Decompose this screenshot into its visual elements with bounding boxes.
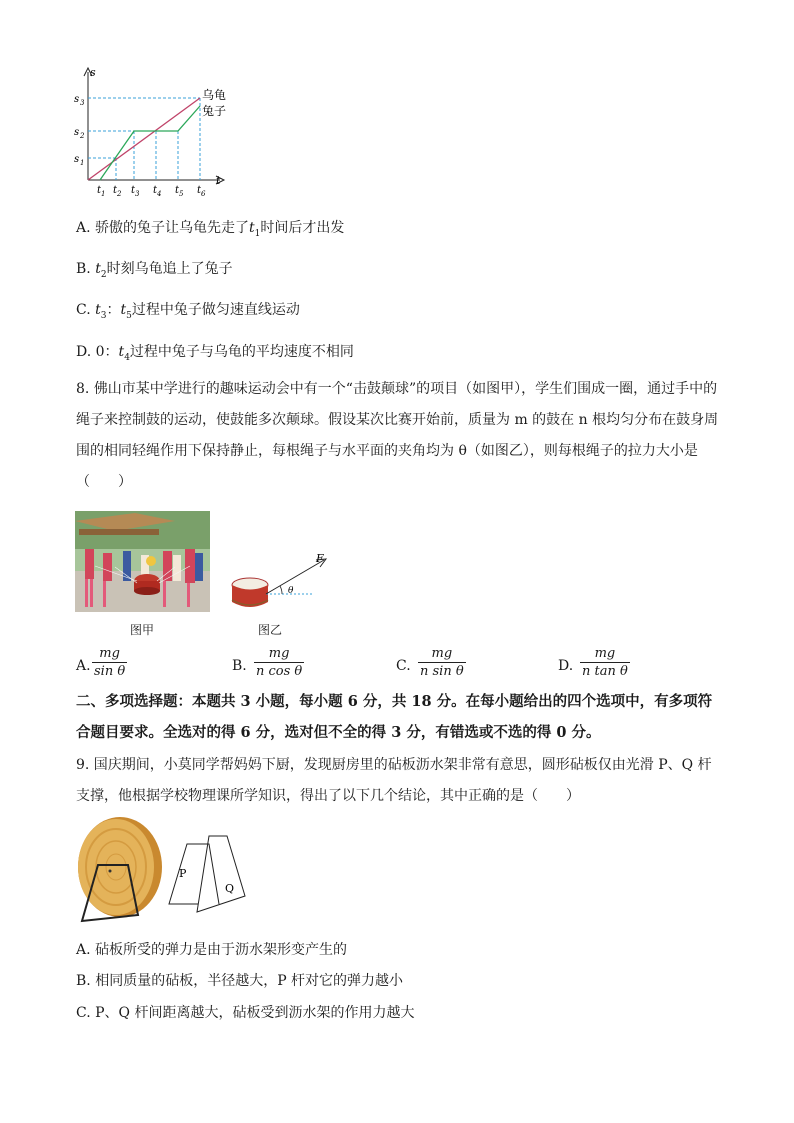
q8-option-d-label: D. [558, 658, 574, 674]
label-q: Q [225, 882, 235, 895]
svg-text:t: t [113, 185, 118, 196]
q7-option-c: C. $t_3$：$t_5$过程中兔子做匀速直线运动 [76, 302, 300, 321]
svg-text:t: t [97, 185, 102, 196]
q8-option-d-fraction: mg n tan θ [582, 646, 628, 679]
q9-option-b: B. 相同质量的砧板，半径越大，P 杆对它的弹力越小 [76, 973, 404, 989]
caption-figure-a: 图甲 [130, 623, 155, 637]
q7-option-b: B. $t_2$时刻乌龟追上了兔子 [76, 261, 233, 280]
svg-text:2: 2 [80, 132, 85, 140]
section2-header: 二、多项选择题：本题共 3 小题，每小题 6 分，共 18 分。在每小题给出的四个选项中，有多项符合题目要求。全选对的得 6 分，选对但不全的得 3 分，有错选或不选的得 0 分。 [76, 693, 713, 741]
label-p: P [179, 867, 187, 880]
svg-text:t: t [153, 185, 158, 196]
x-axis-label: t [216, 174, 221, 187]
svg-text:s: s [74, 94, 80, 105]
svg-text:t: t [131, 185, 136, 196]
q7-option-d: D. 0：$t_4$过程中兔子与乌龟的平均速度不相同 [76, 344, 354, 363]
svg-text:1: 1 [101, 190, 106, 197]
drum-game-photo [75, 511, 210, 612]
svg-text:4: 4 [157, 190, 162, 197]
q8-option-c-fraction: mg n sin θ [420, 646, 464, 679]
svg-text:6: 6 [201, 190, 206, 197]
svg-text:3: 3 [80, 99, 85, 107]
q9-option-a: A. 砧板所受的弹力是由于沥水架形变产生的 [76, 942, 348, 958]
q8-option-b-label: B. [232, 658, 247, 674]
y-axis-label: s [90, 66, 96, 79]
tortoise-line [88, 98, 200, 180]
s-t-graph [70, 62, 240, 197]
svg-text:t: t [175, 185, 180, 196]
q9-stem: 9. 国庆期间，小莫同学帮妈妈下厨，发现厨房里的砧板沥水架非常有意思，圆形砧板仅由光滑 P、Q 杆支撑，他根据学校物理课所学知识，得出了以下几个结论，其中正确的是（ ） [76, 757, 712, 804]
svg-text:s: s [74, 127, 80, 138]
svg-text:2: 2 [117, 190, 122, 197]
q8-option-b-fraction: mg n cos θ [256, 646, 303, 679]
angle-label: θ [288, 586, 294, 596]
svg-text:t: t [197, 185, 202, 196]
caption-figure-b: 图乙 [258, 623, 283, 637]
force-label: F [316, 552, 324, 565]
svg-text:s: s [74, 154, 80, 165]
drum-force-diagram [228, 552, 338, 618]
q8-option-a-label: A. [76, 658, 91, 674]
rabbit-line [100, 106, 200, 180]
cutting-board-photo [72, 815, 164, 925]
svg-text:5: 5 [179, 190, 184, 197]
rack-diagram [165, 832, 255, 922]
svg-text:1: 1 [80, 159, 85, 167]
q9-option-c: C. P、Q 杆间距离越大，砧板受到沥水架的作用力越大 [76, 1005, 415, 1021]
legend-tortoise: 乌龟 [202, 88, 227, 102]
q8-stem: 8. 佛山市某中学进行的趣味运动会中有一个“击鼓颠球”的项目（如图甲），学生们围成一圈，通过手中的绳子来控制鼓的运动，使鼓能多次颠球。假设某次比赛开始前，质量为 m 的鼓在 n 根均匀分布在鼓身周围的相同轻绳作用下保持静止，每根绳子与水平面的夹角均为 θ（如图乙），则每根绳子的拉力大小是（ ） [76, 381, 719, 490]
svg-text:3: 3 [135, 190, 140, 197]
legend-rabbit: 兔子 [202, 104, 227, 118]
q8-option-c-label: C. [396, 658, 411, 674]
q8-option-a-fraction: mg sin θ [94, 646, 126, 679]
q7-option-a: A. 骄傲的兔子让乌龟先走了$t_1$时间后才出发 [76, 220, 345, 239]
